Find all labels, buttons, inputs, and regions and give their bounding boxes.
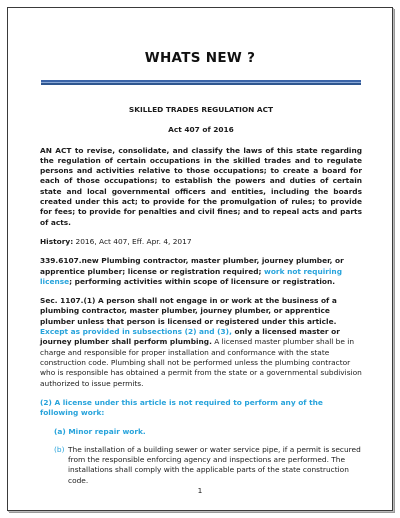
section-1107-lead: Sec. 1107.(1) A person shall not engage in or work at the business of a plumbing contractor, master plumber, journey plumber, or apprentice plumber unless that person is licensed or registered under this article. — [40, 296, 337, 326]
subsection-2-text: (2) A license under this article is not required to perform any of the following work: — [40, 397, 323, 418]
subsection-2b-label: (b) — [54, 444, 65, 454]
history-line — [40, 237, 362, 247]
section-1107-tail: A licensed master plumber shall be in charge and responsible for proper installation and conformance with the state construction code. Plumbing shall not be performed unless the plumbing contractor who is responsible has obtained a permit from the state or a governmental subdivision authorized to issue permits. — [40, 337, 362, 388]
section-339-heading — [40, 256, 362, 287]
subsection-2b-text: The installation of a building sewer or water service pipe, if a permit is secured from the responsible enforcing agency and inspections are performed. The installations shall comply with the applicable parts of the state construction code. — [68, 444, 361, 485]
page-title: WHATS NEW ? — [144, 50, 256, 66]
page-number: 1 — [197, 486, 203, 495]
subsection-2a-text: (a) Minor repair work. — [54, 427, 146, 437]
subsection-2b — [40, 445, 362, 486]
section-1107-mid: only a licensed master or journey plumber shall perform plumbing. — [40, 327, 340, 347]
subsection-2a — [40, 427, 362, 437]
section-339-highlight: work not requiring license — [40, 266, 342, 286]
section-339-lead: 339.6107.new Plumbing contractor, master plumber, journey plumber, or apprentice plumber; license or registration required; — [40, 256, 344, 276]
section-1107-highlight: Except as provided in subsections (2) and (3), — [40, 327, 232, 337]
document-body — [40, 105, 362, 486]
subsection-2 — [40, 398, 362, 419]
history-text: 2016, Act 407, Eff. Apr. 4, 2017 — [73, 236, 192, 246]
section-1107 — [40, 296, 362, 389]
act-preamble — [40, 146, 362, 228]
preamble-text: AN ACT to revise, consolidate, and classify the laws of this state regarding the regulation of certain occupations in the skilled trades and to regulate persons and activities relative to those occupations; to create a board for each of those occupations; to establish the powers and duties of certain state and local governmental officers and entities, including the boards created under this act; to provide for the promulgation of rules; to provide for fees; to provide for penalties and civil fines; and to repeal acts and parts of acts. — [40, 145, 362, 227]
act-number: Act 407 of 2016 — [168, 125, 234, 135]
title-divider — [41, 80, 361, 85]
act-name: SKILLED TRADES REGULATION ACT — [128, 105, 274, 114]
document-page — [7, 7, 393, 511]
section-339-tail: ; performing activities within scope of licensure or registration. — [69, 276, 336, 286]
history-label: History: — [40, 236, 74, 246]
